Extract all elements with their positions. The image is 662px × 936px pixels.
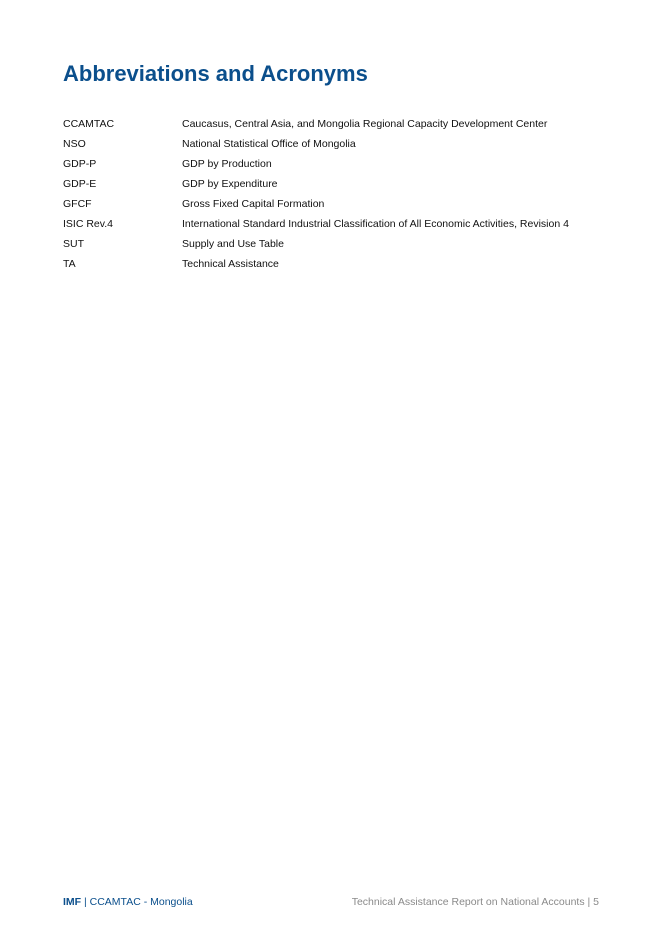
abbreviation-definition: Technical Assistance [182,258,279,270]
abbreviation-term: SUT [63,238,84,250]
abbreviation-row [63,234,623,254]
page-title: Abbreviations and Acronyms [63,61,368,86]
abbreviation-definition: GDP by Expenditure [182,178,278,190]
abbreviation-term: GDP-E [63,178,97,190]
abbreviation-row [63,114,623,134]
footer-org-name: IMF [63,896,82,908]
abbreviation-row [63,134,623,154]
abbreviation-definition: Caucasus, Central Asia, and Mongolia Regional Capacity Development Center [182,118,548,130]
abbreviation-term: TA [63,258,76,270]
footer-right-text: Technical Assistance Report on National Accounts | 5 [351,896,599,908]
abbreviation-row [63,214,623,234]
footer-left [63,896,193,908]
abbreviation-term: GFCF [63,198,92,210]
abbreviation-row [63,154,623,174]
abbreviation-row [63,194,623,214]
abbreviation-definition: Supply and Use Table [182,238,284,250]
abbreviation-row [63,254,623,274]
abbreviation-row [63,174,623,194]
abbreviations-table [63,114,623,274]
abbreviation-definition: International Standard Industrial Classification of All Economic Activities, Revision 4 [182,218,569,230]
abbreviation-term: GDP-P [63,158,97,170]
abbreviation-definition: National Statistical Office of Mongolia [182,138,356,150]
abbreviation-definition: Gross Fixed Capital Formation [182,198,325,210]
footer-left-text: CCAMTAC - Mongolia [89,896,193,908]
abbreviation-definition: GDP by Production [182,158,272,170]
abbreviation-term: NSO [63,138,86,150]
page-footer [63,896,599,912]
abbreviation-term: CCAMTAC [63,118,115,130]
footer-separator: | [81,896,90,908]
abbreviation-term: ISIC Rev.4 [63,218,113,230]
